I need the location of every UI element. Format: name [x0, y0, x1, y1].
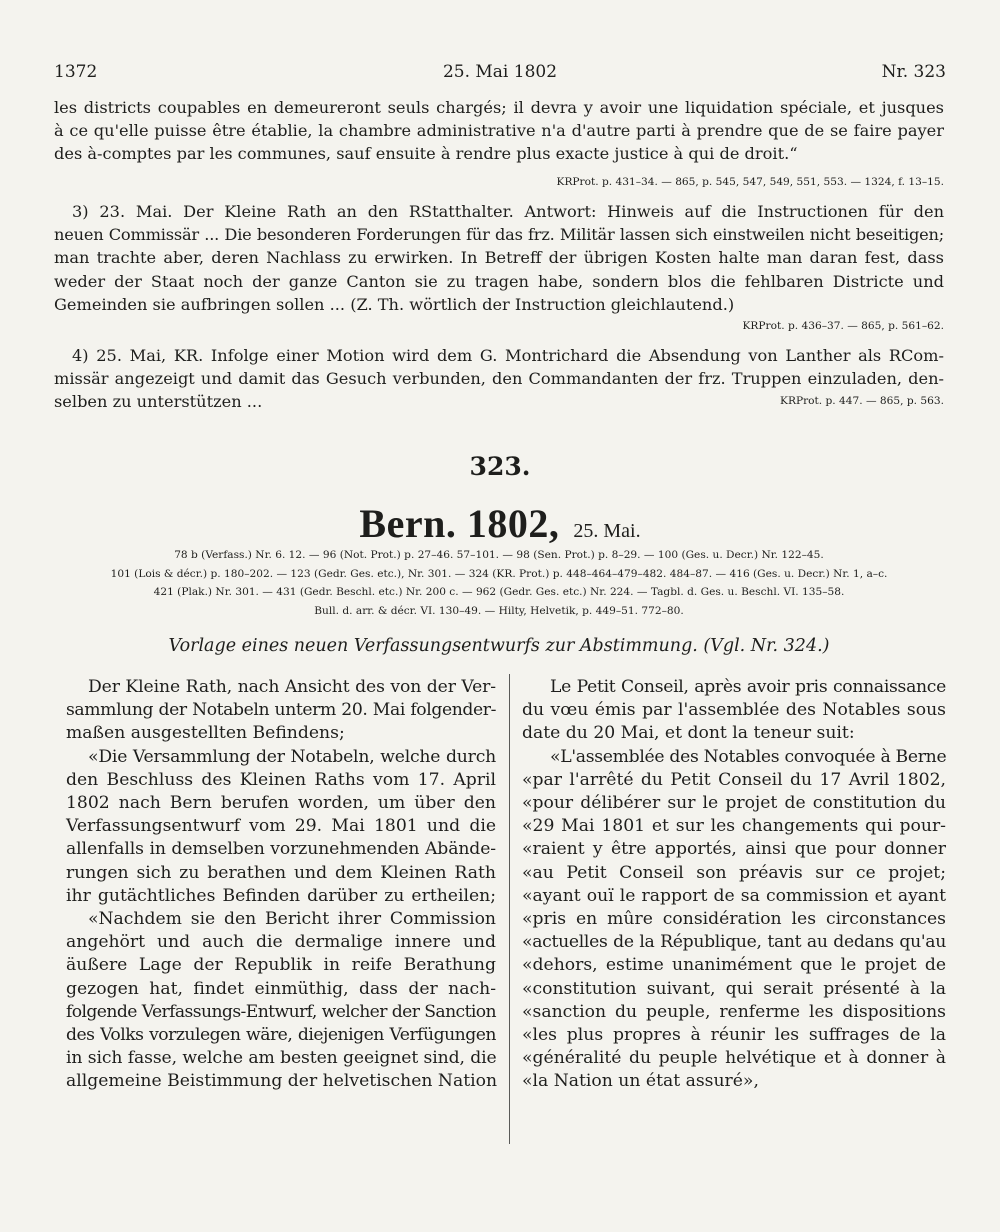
text-line: allenfalls in demselben vorzunehmenden Abände- — [66, 839, 496, 860]
text-line: des Volks vorzulegen wäre, diejenigen Verfügungen — [66, 1025, 496, 1046]
document-title: Vorlage eines neuen Verfassungsentwurfs zur Abstimmung. (Vgl. Nr. 324.) — [168, 636, 830, 656]
text-line: gezogen hat, findet einmüthig, dass der nach- — [66, 978, 496, 999]
text-line: in sich fasse, welche am besten geeignet sind, die — [66, 1048, 497, 1069]
text-line: Verfassungsentwurf vom 29. Mai 1801 und die — [66, 816, 496, 837]
text-line: les districts coupables en demeureront seuls chargés; il devra y avoir une liquidation spéciale, et jusques — [54, 98, 944, 117]
text-line: «la Nation un état assuré», — [522, 1071, 759, 1092]
text-line: den Beschluss des Kleinen Raths vom 17. April — [66, 769, 496, 790]
text-line: neuen Commissär ... Die besonderen Forderungen für das frz. Militär lassen sich einstweilen nicht beseitigen; — [54, 225, 944, 245]
text-line: «29 Mai 1801 et sur les changements qui pour- — [522, 816, 946, 837]
text-line: «Die Versammlung der Notabeln, welche durch — [88, 746, 496, 767]
text-line-end: selben zu unterstützen ... — [54, 392, 263, 412]
text-line: Gemeinden sie aufbringen sollen ... (Z. Th. wörtlich der Instruction gleichlautend.) — [54, 294, 735, 314]
text-line: «généralité du peuple helvétique et à donner à — [522, 1048, 946, 1069]
text-line: Der Kleine Rath, nach Ansicht des von der Ver- — [88, 677, 496, 697]
page-number: 1372 — [54, 62, 98, 82]
source-line: 421 (Plak.) Nr. 301. — 431 (Gedr. Beschl. etc.) Nr. 200 c. — 962 (Gedr. Ges. etc.) Nr. 224. — Tagbl. d. Ges. u. Beschl. VI. 135–58. — [153, 586, 845, 598]
text-line: du vœu émis par l'assemblée des Notables sous — [522, 700, 946, 721]
text-line: rungen sich zu berathen und dem Kleinen Rath — [66, 862, 496, 883]
text-line: «pour délibérer sur le projet de constitution du — [522, 793, 946, 814]
source-line: 101 (Lois & décr.) p. 180–202. — 123 (Gedr. Ges. etc.), Nr. 301. — 324 (KR. Prot.) p. 448–464–479–482. 484–87. — 416 (Ges. u. Decr.) Nr. 1, a–c. — [110, 567, 888, 580]
text-line — [54, 390, 944, 413]
source-line: Bull. d. arr. & décr. VI. 130–49. — Hilty, Helvetik, p. 449–51. 772–80. — [314, 604, 684, 617]
text-line: à ce qu'elle puisse être établie, la chambre administrative n'a d'autre parti à prendre que de se faire payer — [54, 121, 944, 141]
header-date: 25. Mai 1802 — [442, 62, 558, 82]
intro-paragraph — [54, 96, 944, 166]
text-line: «constitution suivant, qui serait présenté à la — [522, 978, 946, 999]
text-line: «au Petit Conseil son préavis sur ce projet; — [522, 862, 946, 883]
text-line: Le Petit Conseil, après avoir pris connaissance — [550, 677, 946, 697]
document-place: Bern. 1802, — [359, 501, 560, 546]
text-line: «dehors, estime unanimément que le projet de — [522, 955, 946, 976]
text-line: «pris en mûre considération les circonstances — [522, 909, 946, 930]
text-line: date du 20 Mai, et dont la teneur suit: — [522, 723, 855, 744]
text-line: des à-comptes par les communes, sauf ensuite à rendre plus exacte justice à qui de droit.“ — [54, 144, 798, 164]
intro-reference: KRProt. p. 431–34. — 865, p. 545, 547, 549, 551, 553. — 1324, f. 13–15. — [556, 176, 944, 188]
item-3-reference: KRProt. p. 436–37. — 865, p. 561–62. — [742, 320, 944, 332]
text-line: angehört und auch die dermalige innere und — [66, 932, 496, 953]
text-line: allgemeine Beistimmung der helvetischen Nation — [66, 1071, 498, 1092]
header-doc-ref: Nr. 323 — [881, 62, 946, 82]
german-column — [66, 676, 496, 1094]
text-line: «les plus propres à réunir les suffrages de la — [522, 1025, 946, 1046]
text-line: ihr gutächtliches Befinden darüber zu ertheilen; — [66, 885, 496, 906]
text-line: maßen ausgestellten Befindens; — [66, 723, 345, 744]
source-references — [54, 546, 944, 620]
text-line: äußere Lage der Republik in reife Berathung — [66, 955, 496, 976]
text-line: missär angezeigt und damit das Gesuch verbunden, den Commandanten der frz. Truppen einzuladen, den- — [54, 369, 944, 389]
document-number: 323. — [469, 452, 531, 481]
text-line: «L'assemblée des Notables convoquée à Berne — [550, 746, 947, 767]
text-line: weder der Staat noch der ganze Canton sie zu tragen habe, sondern blos die fehlbaren Districte und — [54, 271, 944, 291]
text-line: 1802 nach Bern berufen worden, um über den — [66, 793, 496, 814]
item-4-reference: KRProt. p. 447. — 865, p. 563. — [780, 395, 944, 408]
text-line: «raient y être apportés, ainsi que pour donner — [522, 839, 946, 860]
text-line: man trachte aber, deren Nachlass zu erwirken. In Betreff der übrigen Kosten halte man daran fest, dass — [54, 248, 944, 268]
french-column — [522, 676, 946, 1094]
text-line: 3) 23. Mai. Der Kleine Rath an den RStatthalter. Antwort: Hinweis auf die Instructionen für den — [72, 202, 944, 221]
item-4-paragraph — [54, 344, 944, 414]
text-line: 4) 25. Mai, KR. Infolge einer Motion wird dem G. Montrichard die Absendung von Lanther als RCom- — [72, 346, 944, 365]
text-line: sammlung der Notabeln unterm 20. Mai folgender- — [66, 700, 496, 721]
text-line: «actuelles de la République, tant au dedans qu'au — [522, 932, 946, 953]
source-line: 78 b (Verfass.) Nr. 6. 12. — 96 (Not. Prot.) p. 27–46. 57–101. — 98 (Sen. Prot.) p. 8–29. — 100 (Ges. u. Decr.) Nr. 122–45. — [174, 549, 824, 561]
text-line: «Nachdem sie den Bericht ihrer Commission — [88, 909, 496, 930]
document-place-date — [0, 500, 1000, 547]
text-line: «ayant ouï le rapport de sa commission et ayant — [522, 885, 946, 906]
text-line: «sanction du peuple, renferme les dispositions — [522, 1001, 946, 1022]
item-3-paragraph — [54, 200, 944, 316]
text-line: «par l'arrêté du Petit Conseil du 17 Avril 1802, — [522, 769, 946, 790]
column-divider — [509, 674, 510, 1144]
text-line: folgende Verfassungs-Entwurf, welcher der Sanction — [66, 1001, 496, 1022]
running-header — [54, 62, 946, 88]
document-date: 25. Mai. — [573, 520, 641, 542]
